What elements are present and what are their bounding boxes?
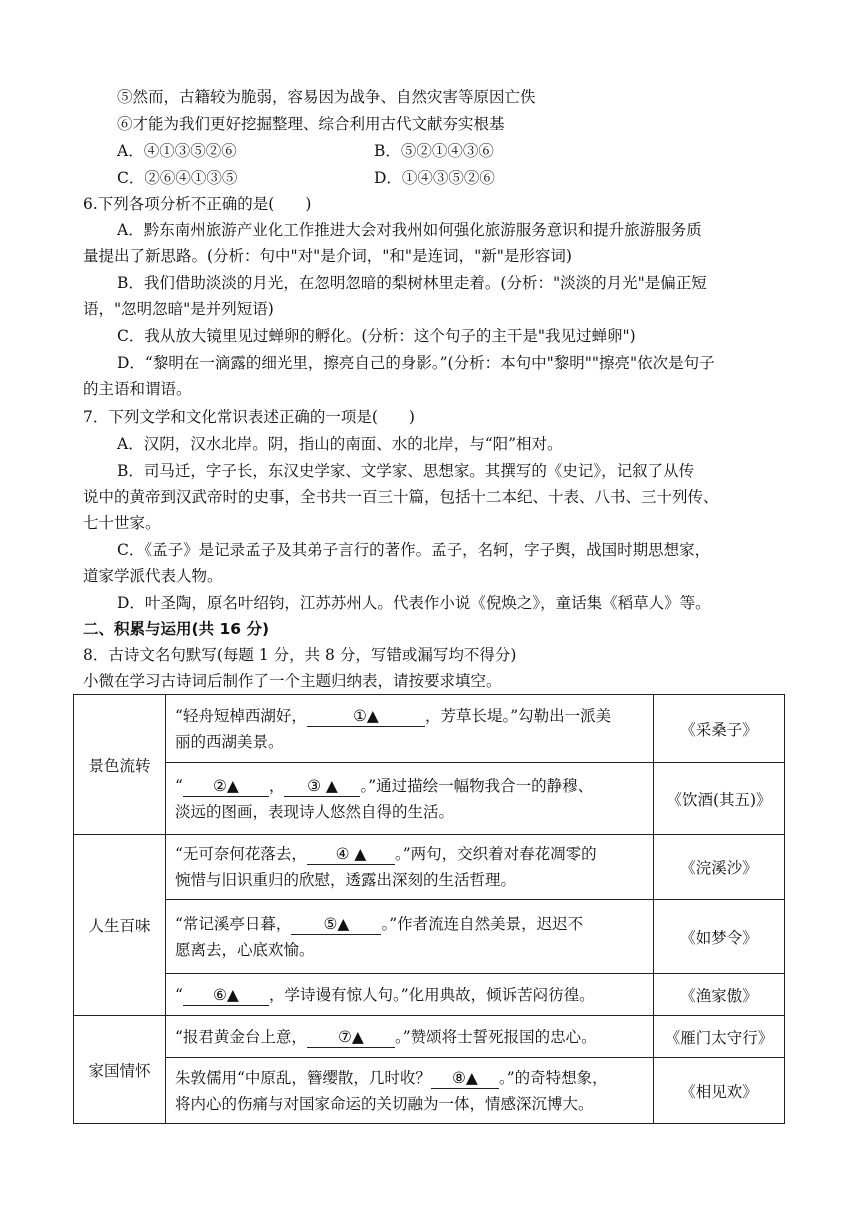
q7-stem: 7．下列文学和文化常识表述正确的一项是( ) [83,408,415,426]
row-7-pre: 朱敦儒用“中原乱，簪缨散，几时收？ [175,1068,431,1087]
q6-stem: 6.下列各项分析不正确的是( ) [83,195,312,213]
row-4-post: 。”作者流连自然美景，迟迟不 [381,914,584,933]
q6-option-a-line2: 量提出了新思路。(分析：句中"对"是介词，"和"是连词，"新"是形容词) [83,247,572,265]
row-1-pre: “轻舟短棹西湖好， [175,706,307,725]
q6-option-d-line2: 的主语和谓语。 [83,380,192,398]
q6-option-b-line1: B．我们借助淡淡的月光，在忽明忽暗的梨树林里走着。(分析："淡淡的月光"是偏正短 [117,274,707,292]
row-1-text [166,695,654,763]
category-scenery: 景色流转 [74,695,166,835]
table-row [74,1058,785,1124]
row-1-source: 《采桑子》 [654,695,785,763]
q6-option-c: C．我从放大镜里见过蝉卵的孵化。(分析：这个句子的主干是"我见过蝉卵") [117,327,636,345]
row-3-line2: 惋惜与旧识重归的欣慰，透露出深刻的生活哲理。 [175,871,517,889]
row-6-source: 《雁门太守行》 [654,1016,785,1058]
q7-option-c-line2: 道家学派代表人物。 [83,567,223,585]
summary-table [73,694,785,1124]
row-2-pre: “ [175,776,183,795]
q6-option-b-line2: 语，"忽明忽暗"是并列短语) [83,300,274,318]
row-7-line2: 将内心的伤痛与对国家命运的关切融为一体，情感深沉博大。 [175,1094,594,1113]
q7-option-b-line1: B．司马迁，字子长，东汉史学家、文学家、思想家。其撰写的《史记》，记叙了从传 [117,462,695,480]
q7-option-b-line2: 说中的黄帝到汉武帝时的史事，全书共一百三十篇，包括十二本纪、十表、八书、三十列传、 [83,488,719,506]
row-1-line2: 丽的西湖美景。 [175,732,284,751]
section-2-title: 二、积累与运用(共 16 分) [83,620,270,638]
row-1-post: ，芳草长堤。”勾勒出一派美 [424,706,612,725]
table-row [74,900,785,974]
table-row [74,835,785,900]
row-3-post: 。”两句，交织着对春花凋零的 [394,845,597,863]
table-row [74,974,785,1016]
category-country: 家国情怀 [74,1016,166,1124]
blank-1[interactable]: ①▲ [307,706,425,727]
q7-option-a: A．汉阴，汉水北岸。阴，指山的南面、水的北岸，与“阳”相对。 [117,435,563,453]
row-5-source: 《渔家傲》 [654,974,785,1016]
q5-option-c: C．②⑥④①③⑤ [117,169,238,187]
q8-stem: 8．古诗文名句默写(每题 1 分，共 8 分，写错或漏写均不得分) [83,646,517,664]
q5-option-b: B．⑤②①④③⑥ [374,142,494,160]
blank-3[interactable]: ③ ▲ [284,776,360,797]
q5-sentence-5: ⑤然而，古籍较为脆弱，容易因为战争、自然灾害等原因亡佚 [117,88,536,106]
row-4-source: 《如梦令》 [654,900,785,974]
row-6-pre: “报君黄金台上意， [175,1027,307,1046]
q6-option-a-line1: A．黔东南州旅游产业化工作推进大会对我州如何强化旅游服务意识和提升旅游服务质 [117,221,702,239]
table-row [74,695,785,763]
row-2-line2: 淡远的图画，表现诗人悠然自得的生活。 [175,802,455,821]
blank-2[interactable]: ②▲ [183,776,269,797]
q6-option-d-line1: D．“黎明在一滴露的细光里，擦亮自己的身影。”(分析：本句中"黎明""擦亮"依次是句子 [117,354,715,372]
row-3-text [166,835,654,900]
q5-option-d: D．①④③⑤②⑥ [374,169,495,187]
row-4-line2: 愿离去，心底欢愉。 [175,940,315,959]
row-7-post: 。”的奇特想象， [498,1068,608,1087]
q8-intro: 小微在学习古诗词后制作了一个主题归纳表，请按要求填空。 [83,672,502,690]
row-2-source: 《饮酒(其五)》 [654,763,785,835]
q5-option-a: A．④①③⑤②⑥ [117,142,237,160]
row-2-text [166,763,654,835]
row-5-pre: “ [175,985,183,1004]
table-row [74,763,785,835]
row-5-post: ，学诗谩有惊人句。”化用典故，倾诉苦闷彷徨。 [268,985,595,1004]
row-4-pre: “常记溪亭日暮， [175,914,292,933]
q5-sentence-6: ⑥才能为我们更好挖掘整理、综合利用古代文献夯实根基 [117,115,505,133]
q7-option-d: D．叶圣陶，原名叶绍钧，江苏苏州人。代表作小说《倪焕之》，童话集《稻草人》等。 [117,594,711,612]
row-4-text [166,900,654,974]
row-7-source: 《相见欢》 [654,1058,785,1124]
row-2-mid: ， [268,776,285,795]
row-5-text [166,974,654,1016]
row-6-text [166,1016,654,1058]
blank-7[interactable]: ⑦▲ [307,1027,395,1048]
row-2-post: 。”通过描绘一幅物我合一的静穆、 [360,776,594,795]
row-3-pre: “无可奈何花落去， [175,845,307,863]
category-life: 人生百味 [74,835,166,1016]
q7-option-b-line3: 七十世家。 [83,514,161,532]
blank-4[interactable]: ④ ▲ [307,844,395,865]
row-3-source: 《浣溪沙》 [654,835,785,900]
q7-option-c-line1: C．《孟子》是记录孟子及其弟子言行的著作。孟子，名轲，字子舆，战国时期思想家， [117,541,711,559]
blank-6[interactable]: ⑥▲ [183,985,269,1006]
blank-5[interactable]: ⑤▲ [291,914,381,935]
blank-8[interactable]: ⑧▲ [431,1068,499,1089]
row-6-post: 。”赞颂将士誓死报国的忠心。 [394,1027,597,1046]
row-7-text [166,1058,654,1124]
table-row [74,1016,785,1058]
